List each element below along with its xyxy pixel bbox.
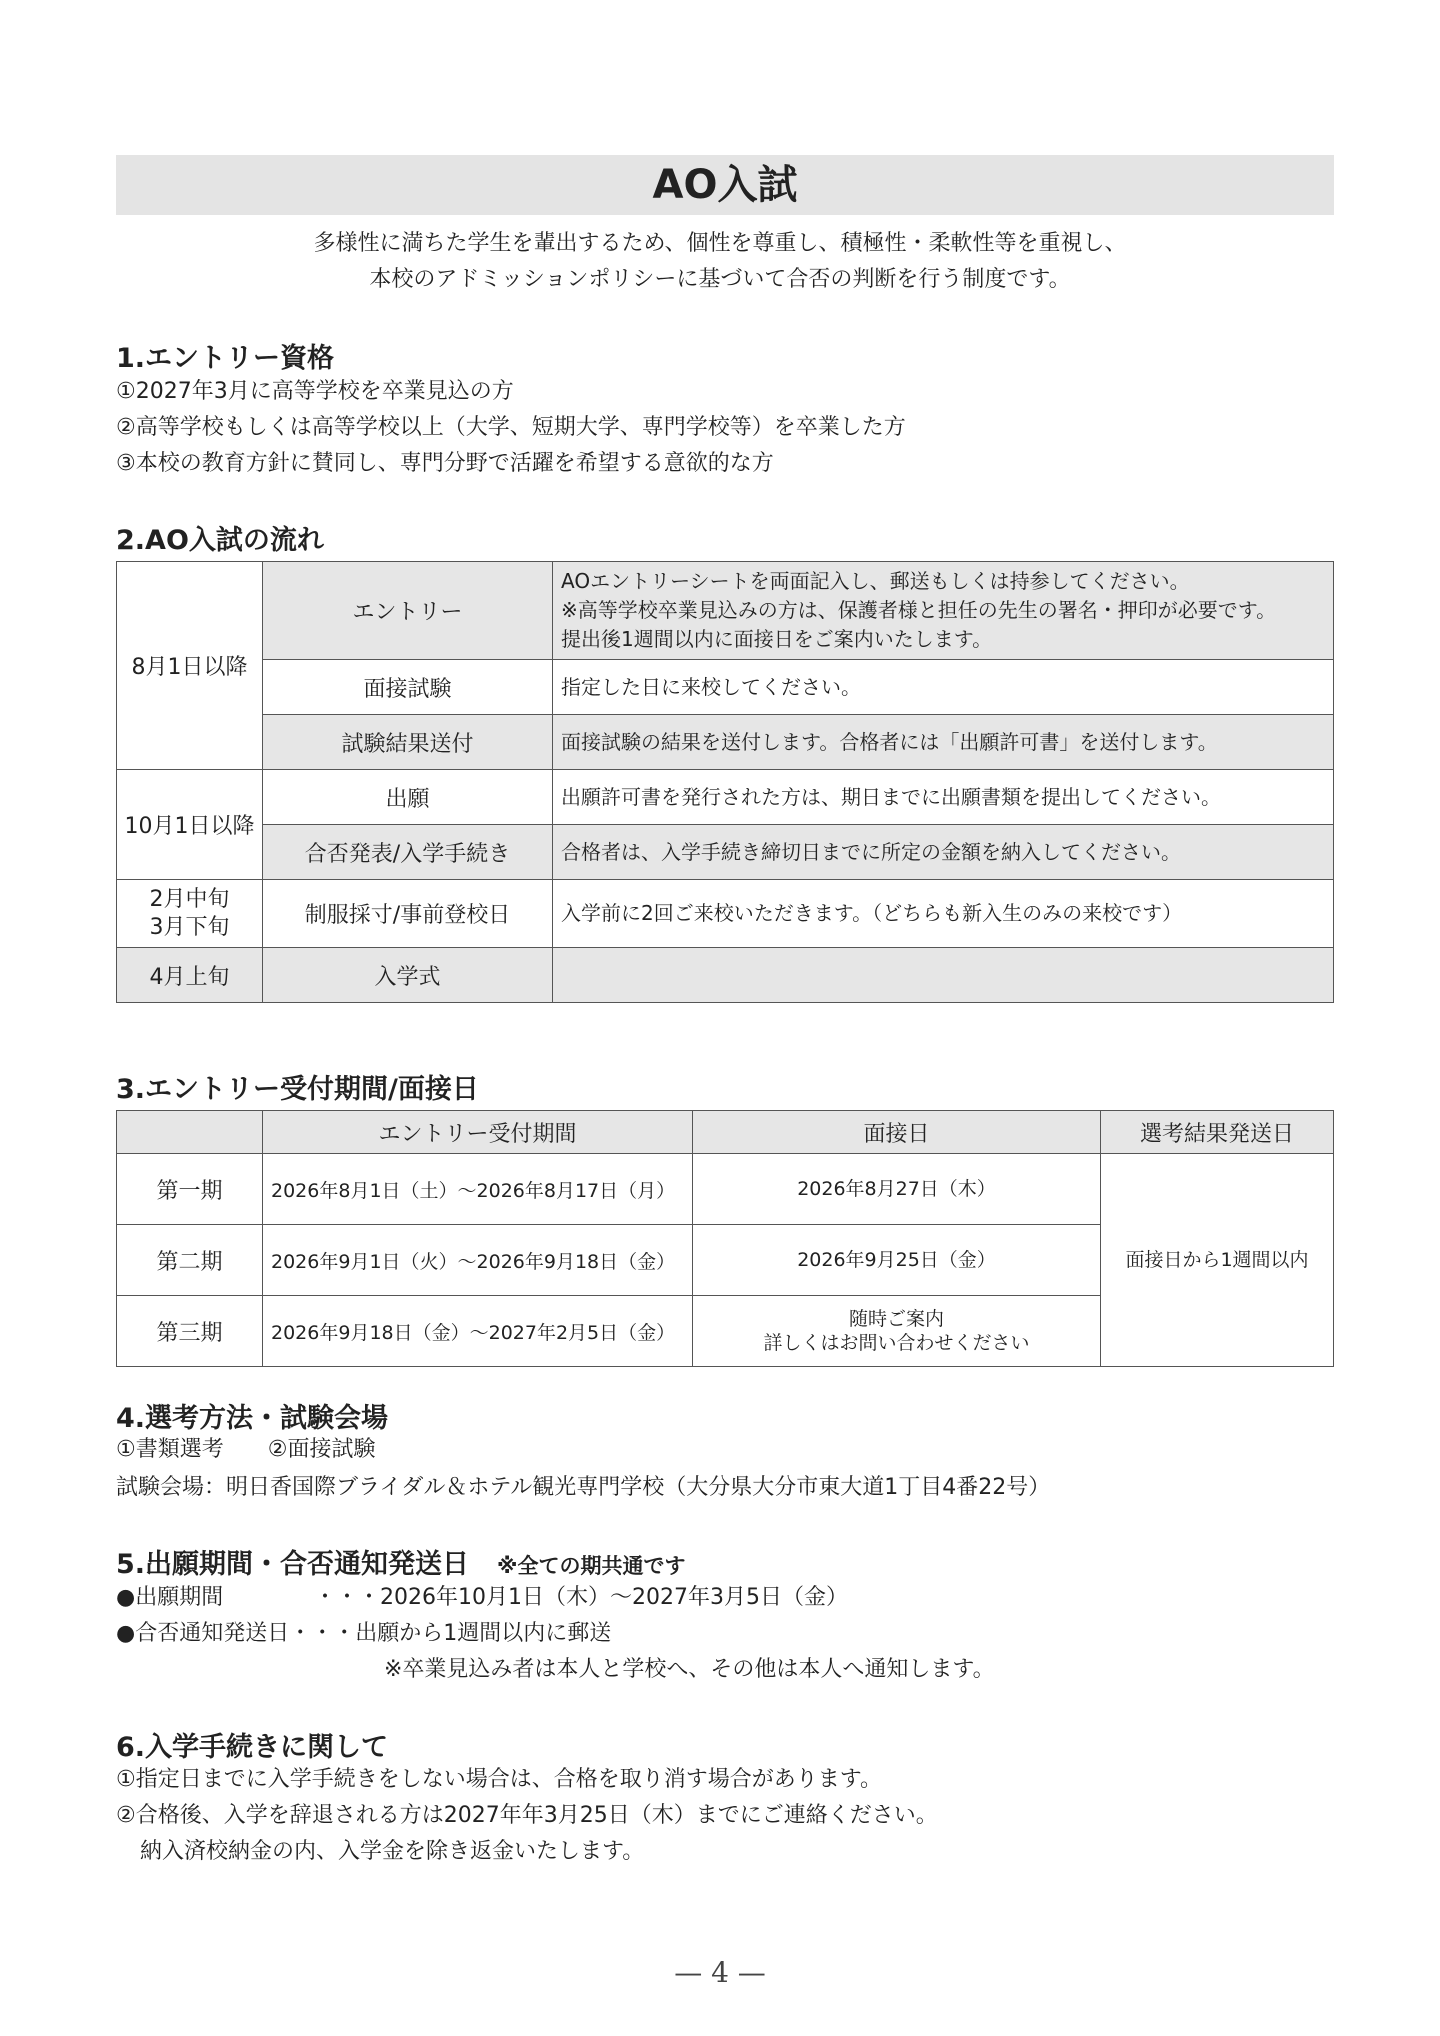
- period-result: 面接日から1週間以内: [1101, 1154, 1334, 1367]
- period-term: 第二期: [117, 1225, 263, 1296]
- section3-heading: 3.エントリー受付期間/面接日: [116, 1074, 479, 1105]
- period-header: [117, 1111, 263, 1154]
- flow-desc: 合格者は、入学手続き締切日までに所定の金額を納入してください。: [553, 825, 1334, 880]
- section1-heading: 1.エントリー資格: [116, 343, 335, 374]
- section5-note: ※全ての期共通です: [497, 1554, 686, 1578]
- procedure-item: ①指定日までに入学手続きをしない場合は、合格を取り消す場合があります。: [116, 1767, 882, 1792]
- flow-step: 入学式: [263, 948, 553, 1003]
- qualification-item: ①2027年3月に高等学校を卒業見込の方: [116, 379, 514, 404]
- intro-line-2: 本校のアドミッションポリシーに基づいて合否の判断を行う制度です。: [369, 267, 1071, 292]
- page-title: AO入試: [116, 155, 1334, 215]
- period-range: 2026年9月18日（金）～2027年2月5日（金）: [263, 1296, 693, 1367]
- flow-table: [116, 561, 1334, 1003]
- selection-methods: ①書類選考 ②面接試験: [116, 1437, 376, 1462]
- period-interview: 2026年8月27日（木）: [693, 1154, 1101, 1225]
- period-range: 2026年9月1日（火）～2026年9月18日（金）: [263, 1225, 693, 1296]
- period-interview: 2026年9月25日（金）: [693, 1225, 1101, 1296]
- period-interview: 随時ご案内 詳しくはお問い合わせください: [693, 1296, 1101, 1367]
- flow-desc: 入学前に2回ご来校いただきます。（どちらも新入生のみの来校です）: [553, 880, 1334, 948]
- section4-heading: 4.選考方法・試験会場: [116, 1403, 389, 1434]
- period-header: エントリー受付期間: [263, 1111, 693, 1154]
- page-number: — 4 —: [674, 1956, 766, 1989]
- qualification-item: ③本校の教育方針に賛同し、専門分野で活躍を希望する意欲的な方: [116, 451, 774, 476]
- procedure-item: ②合格後、入学を辞退される方は2027年年3月25日（木）までにご連絡ください。: [116, 1803, 938, 1828]
- flow-when: 10月1日以降: [117, 770, 263, 880]
- notice-date: ●合否通知発送日・・・出願から1週間以内に郵送: [116, 1621, 612, 1646]
- exam-venue: 試験会場：明日香国際ブライダル＆ホテル観光専門学校（大分県大分市東大道1丁目4番22号）: [116, 1475, 1051, 1500]
- period-header: 面接日: [693, 1111, 1101, 1154]
- flow-desc: AOエントリーシートを両面記入し、郵送もしくは持参してください。 ※高等学校卒業見込みの方は、保護者様と担任の先生の署名・押印が必要です。 提出後1週間以内に面接日をご案内いたします。: [553, 562, 1334, 660]
- flow-when: 4月上旬: [117, 948, 263, 1003]
- application-period: ●出願期間 ・・・2026年10月1日（木）～2027年3月5日（金）: [116, 1585, 848, 1610]
- procedure-item: 納入済校納金の内、入学金を除き返金いたします。: [140, 1839, 645, 1864]
- flow-when: 8月1日以降: [117, 562, 263, 770]
- flow-desc: 指定した日に来校してください。: [553, 660, 1334, 715]
- flow-desc: 面接試験の結果を送付します。合格者には「出願許可書」を送付します。: [553, 715, 1334, 770]
- notice-note: ※卒業見込み者は本人と学校へ、その他は本人へ通知します。: [384, 1657, 995, 1682]
- flow-desc: 出願許可書を発行された方は、期日までに出願書類を提出してください。: [553, 770, 1334, 825]
- period-term: 第三期: [117, 1296, 263, 1367]
- qualification-item: ②高等学校もしくは高等学校以上（大学、短期大学、専門学校等）を卒業した方: [116, 415, 906, 440]
- section6-heading: 6.入学手続きに関して: [116, 1732, 389, 1763]
- flow-step: 制服採寸/事前登校日: [263, 880, 553, 948]
- flow-desc: [553, 948, 1334, 1003]
- period-header: 選考結果発送日: [1101, 1111, 1334, 1154]
- flow-step: 出願: [263, 770, 553, 825]
- intro-line-1: 多様性に満ちた学生を輩出するため、個性を尊重し、積極性・柔軟性等を重視し、: [313, 231, 1127, 256]
- section5-heading: 5.出願期間・合否通知発送日 ※全ての期共通です: [116, 1549, 686, 1580]
- period-term: 第一期: [117, 1154, 263, 1225]
- section2-heading: 2.AO入試の流れ: [116, 525, 324, 556]
- flow-step: 面接試験: [263, 660, 553, 715]
- flow-step: 合否発表/入学手続き: [263, 825, 553, 880]
- period-range: 2026年8月1日（土）～2026年8月17日（月）: [263, 1154, 693, 1225]
- flow-step: 試験結果送付: [263, 715, 553, 770]
- flow-step: エントリー: [263, 562, 553, 660]
- period-table: [116, 1110, 1334, 1367]
- flow-when: 2月中旬 3月下旬: [117, 880, 263, 948]
